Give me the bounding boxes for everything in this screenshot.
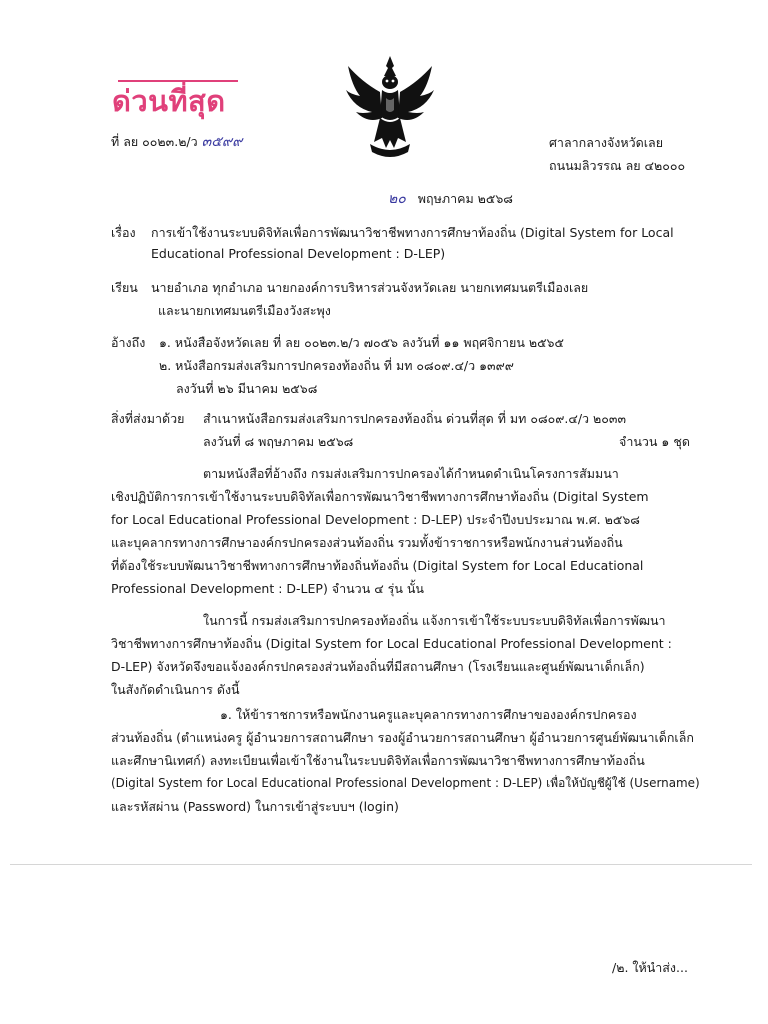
paragraph1-line: Professional Development : D-LEP) จำนวน ๔ รุ่น นั้น bbox=[111, 581, 424, 596]
office-address-line1: ศาลากลางจังหวัดเลย bbox=[549, 135, 664, 150]
document-number bbox=[111, 131, 242, 153]
paragraph1-line: ตามหนังสือที่อ้างถึง กรมส่งเสริมการปกครองได้กำหนดดำเนินโครงการสัมมนา bbox=[203, 466, 619, 481]
paragraph3-line: ๑. ให้ข้าราชการหรือพนักงานครูและบุคลากรทางการศึกษาขององค์กรปกครอง bbox=[220, 707, 637, 722]
subject-label: เรื่อง bbox=[111, 225, 136, 240]
enclosure-line1: สำเนาหนังสือกรมส่งเสริมการปกครองท้องถิ่น ด่วนที่สุด ที่ มท ๐๘๐๙.๔/ว ๒๐๓๓ bbox=[203, 411, 627, 426]
garuda-emblem-icon bbox=[342, 52, 438, 164]
reference-item2-line2: ลงวันที่ ๒๖ มีนาคม ๒๕๖๘ bbox=[176, 381, 318, 396]
enclosure-label: สิ่งที่ส่งมาด้วย bbox=[111, 411, 185, 426]
date-month-year: พฤษภาคม ๒๕๖๘ bbox=[417, 191, 513, 206]
paragraph1-line: ที่ต้องใช้ระบบพัฒนาวิชาชีพทางการศึกษาท้องถิ่นท้องถิ่น (Digital System for Local Educational bbox=[111, 558, 644, 573]
paragraph3-line: และรหัสผ่าน (Password) ในการเข้าสู่ระบบฯ (login) bbox=[111, 799, 399, 814]
paragraph3-line: และศึกษานิเทศก์) ลงทะเบียนเพื่อเข้าใช้งานในระบบดิจิทัลเพื่อการพัฒนาวิชาชีพทางการศึกษาท้องถิ่น bbox=[111, 753, 645, 768]
enclosure-line2: ลงวันที่ ๘ พฤษภาคม ๒๕๖๘ bbox=[203, 434, 354, 449]
document-number-handwritten: ๓๕๙๙ bbox=[201, 134, 243, 150]
urgent-stamp: ด่วนที่สุด bbox=[112, 84, 226, 118]
recipient-line2: และนายกเทศมนตรีเมืองวังสะพุง bbox=[158, 303, 331, 318]
date-day-handwritten: ๒๐ bbox=[388, 191, 406, 207]
reference-item2-line1: ๒. หนังสือกรมส่งเสริมการปกครองท้องถิ่น ที่ มท ๐๘๐๙.๔/ว ๑๓๙๙ bbox=[159, 358, 514, 373]
recipient-label: เรียน bbox=[111, 280, 138, 295]
page-divider bbox=[10, 864, 752, 865]
paragraph3-line: (Digital System for Local Educational Professional Development : D-LEP) เพื่อให้บัญชีผู้ใช้ (Username) bbox=[111, 776, 700, 790]
paragraph2-line: ในสังกัดดำเนินการ ดังนี้ bbox=[111, 682, 240, 697]
paragraph3-line: ส่วนท้องถิ่น (ตำแหน่งครู ผู้อำนวยการสถานศึกษา รองผู้อำนวยการสถานศึกษา ผู้อำนวยการศูนย์พัฒนาเด็กเล็ก bbox=[111, 730, 694, 745]
paragraph1-line: เชิงปฏิบัติการการเข้าใช้งานระบบดิจิทัลเพื่อการพัฒนาวิชาชีพทางการศึกษาท้องถิ่น (Digital System bbox=[111, 489, 649, 504]
recipient-line1: นายอำเภอ ทุกอำเภอ นายกองค์การบริหารส่วนจังหวัดเลย นายกเทศมนตรีเมืองเลย bbox=[151, 280, 589, 295]
subject-line2: Educational Professional Development : D-LEP) bbox=[151, 246, 446, 261]
enclosure-quantity: จำนวน ๑ ชุด bbox=[619, 434, 690, 449]
reference-item1: ๑. หนังสือจังหวัดเลย ที่ ลย ๐๐๒๓.๒/ว ๗๐๕๖ ลงวันที่ ๑๑ พฤศจิกายน ๒๕๖๕ bbox=[159, 335, 564, 350]
continuation-note: /๒. ให้นำส่ง... bbox=[612, 960, 688, 975]
reference-label: อ้างถึง bbox=[111, 335, 146, 350]
paragraph2-line: ในการนี้ กรมส่งเสริมการปกครองท้องถิ่น แจ้งการเข้าใช้ระบบระบบดิจิทัลเพื่อการพัฒนา bbox=[203, 613, 666, 628]
paragraph2-line: วิชาชีพทางการศึกษาท้องถิ่น (Digital System for Local Educational Professional Development : bbox=[111, 636, 672, 651]
paragraph1-line: และบุคลากรทางการศึกษาองค์กรปกครองส่วนท้องถิ่น รวมทั้งข้าราชการหรือพนักงานส่วนท้องถิ่น bbox=[111, 535, 623, 550]
subject-line1: การเข้าใช้งานระบบดิจิทัลเพื่อการพัฒนาวิชาชีพทางการศึกษาท้องถิ่น (Digital System for Local bbox=[151, 225, 674, 240]
office-address-line2: ถนนมลิวรรณ ลย ๔๒๐๐๐ bbox=[549, 158, 686, 173]
paragraph2-line: D-LEP) จังหวัดจึงขอแจ้งองค์กรปกครองส่วนท้องถิ่นที่มีสถานศึกษา (โรงเรียนและศูนย์พัฒนาเด็กเล็ก) bbox=[111, 659, 645, 674]
document-number-prefix: ที่ ลย ๐๐๒๓.๒/ว bbox=[111, 134, 198, 149]
paragraph1-line: for Local Educational Professional Development : D-LEP) ประจำปีงบประมาณ พ.ศ. ๒๕๖๘ bbox=[111, 512, 640, 527]
document-date bbox=[388, 188, 513, 210]
